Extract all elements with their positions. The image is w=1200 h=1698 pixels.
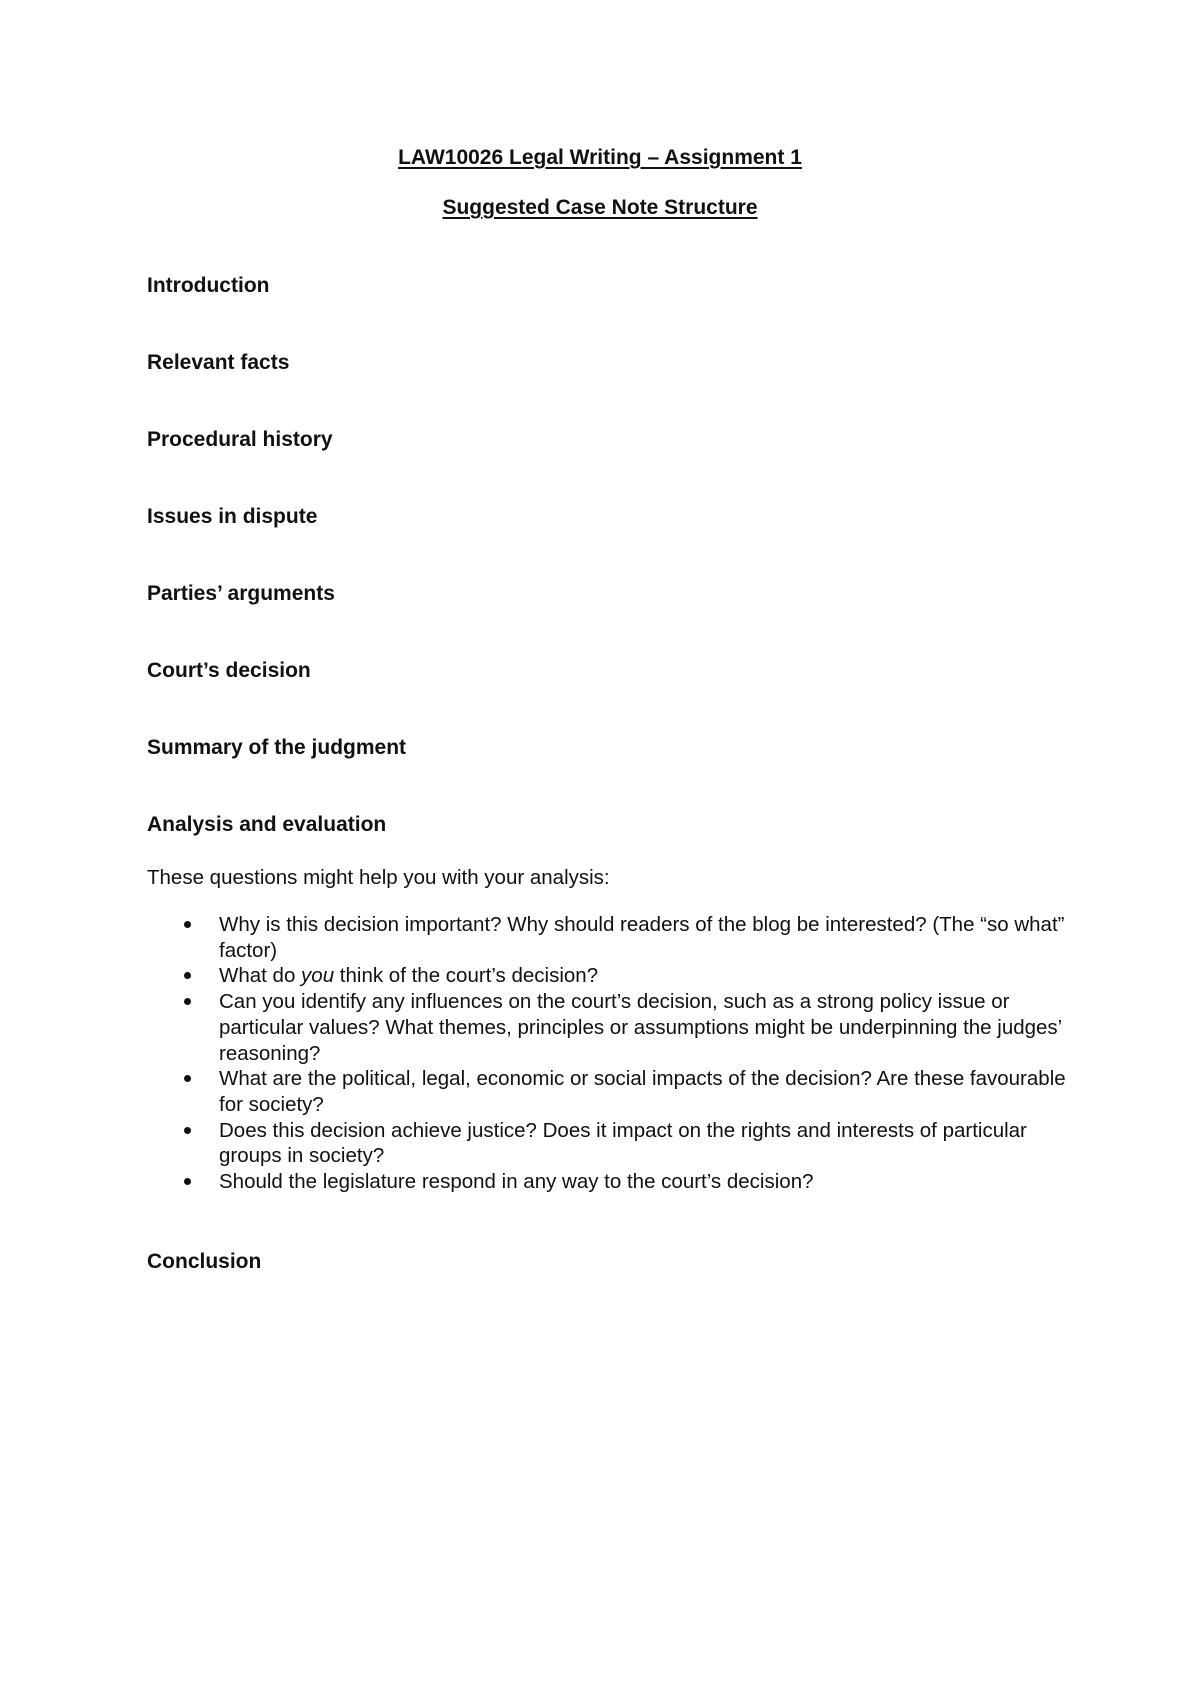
list-item (181, 1118, 1071, 1169)
question-text: Should the legislature respond in any way to the court’s decision? (219, 1170, 814, 1194)
bullet-icon (184, 1178, 191, 1185)
question-text: Does this decision achieve justice? Does it impact on the rights and interests of particular groups in society? (219, 1118, 1027, 1168)
question-text-before: What do (219, 964, 302, 988)
bullet-icon (184, 1075, 191, 1082)
list-item (181, 1169, 1071, 1195)
list-item (181, 989, 1071, 1066)
heading-relevant-facts: Relevant facts (147, 351, 290, 374)
list-item (181, 1066, 1071, 1117)
document-title: LAW10026 Legal Writing – Assignment 1 (398, 146, 802, 169)
list-item (181, 912, 1071, 963)
heading-introduction: Introduction (147, 274, 270, 297)
list-item (181, 963, 1071, 989)
heading-courts-decision: Court’s decision (147, 659, 311, 682)
question-text: What are the political, legal, economic or social impacts of the decision? Are these favourable for society? (219, 1067, 1066, 1116)
heading-analysis-and-evaluation: Analysis and evaluation (147, 813, 387, 836)
heading-summary-of-judgment: Summary of the judgment (147, 736, 407, 759)
bullet-icon (184, 1127, 191, 1134)
heading-conclusion: Conclusion (147, 1250, 262, 1273)
document-subtitle: Suggested Case Note Structure (442, 196, 758, 219)
analysis-intro: These questions might help you with your analysis: (147, 866, 610, 889)
bullet-icon (184, 972, 191, 979)
question-emphasis: you (301, 964, 335, 988)
question-text: Can you identify any influences on the court’s decision, such as a strong policy issue or particular values? What themes, principles or assumptions might be underpinning the judges’ reasoning? (219, 990, 1062, 1065)
question-text: Why is this decision important? Why should readers of the blog be interested? (The “so what” factor) (219, 913, 1065, 962)
bullet-icon (184, 921, 191, 928)
bullet-icon (184, 998, 191, 1005)
heading-parties-arguments: Parties’ arguments (147, 582, 335, 605)
question-text-after: think of the court’s decision? (334, 964, 599, 988)
heading-issues-in-dispute: Issues in dispute (147, 505, 318, 528)
analysis-question-list (181, 912, 1071, 1195)
heading-procedural-history: Procedural history (147, 428, 333, 451)
